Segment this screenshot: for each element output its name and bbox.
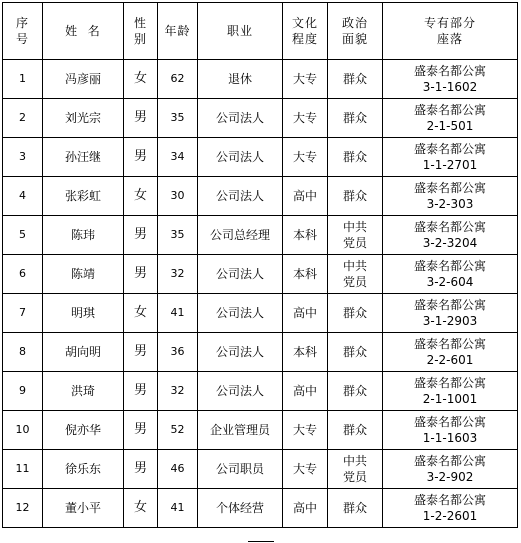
cell-political-status: 群众 xyxy=(328,411,383,450)
cell-job: 公司法人 xyxy=(198,177,283,216)
cell-political-status: 群众 xyxy=(328,372,383,411)
cell-job: 公司职员 xyxy=(198,450,283,489)
cell-no: 2 xyxy=(3,99,43,138)
cell-job: 公司法人 xyxy=(198,333,283,372)
table-row xyxy=(3,99,518,138)
cell-education: 大专 xyxy=(283,411,328,450)
cell-education: 大专 xyxy=(283,60,328,99)
table-row xyxy=(3,450,518,489)
cell-age: 35 xyxy=(158,216,198,255)
cell-political-status: 群众 xyxy=(328,138,383,177)
cell-education: 高中 xyxy=(283,372,328,411)
cell-gender: 女 xyxy=(124,60,158,99)
header-cell-no: 序 号 xyxy=(3,3,43,60)
header-row xyxy=(3,3,518,60)
cell-job: 退休 xyxy=(198,60,283,99)
cell-job: 个体经营 xyxy=(198,489,283,528)
cell-location: 盛泰名都公寓 1-1-1603 xyxy=(383,411,518,450)
cell-no: 9 xyxy=(3,372,43,411)
table-row xyxy=(3,333,518,372)
cell-age: 32 xyxy=(158,372,198,411)
cell-political-status: 群众 xyxy=(328,333,383,372)
cell-gender: 男 xyxy=(124,255,158,294)
cell-political-status: 中共 党员 xyxy=(328,255,383,294)
cell-name: 洪琦 xyxy=(43,372,124,411)
cell-age: 46 xyxy=(158,450,198,489)
cell-political-status: 中共 党员 xyxy=(328,216,383,255)
cell-gender: 男 xyxy=(124,411,158,450)
cell-education: 本科 xyxy=(283,255,328,294)
table-row xyxy=(3,60,518,99)
cell-education: 大专 xyxy=(283,138,328,177)
table-row xyxy=(3,255,518,294)
cell-job: 公司法人 xyxy=(198,255,283,294)
cell-no: 6 xyxy=(3,255,43,294)
table-row xyxy=(3,411,518,450)
table-row xyxy=(3,216,518,255)
cell-location: 盛泰名都公寓 2-1-501 xyxy=(383,99,518,138)
cell-no: 5 xyxy=(3,216,43,255)
cell-location: 盛泰名都公寓 2-2-601 xyxy=(383,333,518,372)
cell-age: 30 xyxy=(158,177,198,216)
cell-name: 倪亦华 xyxy=(43,411,124,450)
cell-age: 41 xyxy=(158,294,198,333)
cell-job: 公司法人 xyxy=(198,372,283,411)
cell-gender: 男 xyxy=(124,99,158,138)
table-row xyxy=(3,177,518,216)
bottom-line-fragment xyxy=(248,541,274,542)
cell-education: 大专 xyxy=(283,99,328,138)
cell-gender: 男 xyxy=(124,372,158,411)
cell-location: 盛泰名都公寓 1-2-2601 xyxy=(383,489,518,528)
cell-location: 盛泰名都公寓 3-2-902 xyxy=(383,450,518,489)
cell-education: 高中 xyxy=(283,177,328,216)
cell-name: 刘光宗 xyxy=(43,99,124,138)
table-row xyxy=(3,489,518,528)
cell-job: 公司法人 xyxy=(198,99,283,138)
cell-location: 盛泰名都公寓 1-1-2701 xyxy=(383,138,518,177)
header-cell-education: 文化 程度 xyxy=(283,3,328,60)
cell-education: 高中 xyxy=(283,294,328,333)
cell-location: 盛泰名都公寓 3-2-3204 xyxy=(383,216,518,255)
cell-education: 本科 xyxy=(283,216,328,255)
cell-location: 盛泰名都公寓 3-2-604 xyxy=(383,255,518,294)
header-cell-job: 职业 xyxy=(198,3,283,60)
cell-no: 10 xyxy=(3,411,43,450)
cell-name: 徐乐东 xyxy=(43,450,124,489)
cell-job: 公司法人 xyxy=(198,294,283,333)
header-cell-gender: 性 别 xyxy=(124,3,158,60)
cell-name: 陈靖 xyxy=(43,255,124,294)
cell-gender: 男 xyxy=(124,216,158,255)
cell-no: 11 xyxy=(3,450,43,489)
cell-no: 7 xyxy=(3,294,43,333)
cell-job: 企业管理员 xyxy=(198,411,283,450)
cell-name: 明琪 xyxy=(43,294,124,333)
cell-no: 3 xyxy=(3,138,43,177)
cell-gender: 男 xyxy=(124,333,158,372)
cell-age: 62 xyxy=(158,60,198,99)
header-cell-name: 姓 名 xyxy=(43,3,124,60)
cell-political-status: 群众 xyxy=(328,294,383,333)
cell-gender: 男 xyxy=(124,138,158,177)
cell-gender: 女 xyxy=(124,294,158,333)
cell-gender: 女 xyxy=(124,489,158,528)
cell-age: 36 xyxy=(158,333,198,372)
cell-name: 董小平 xyxy=(43,489,124,528)
cell-gender: 女 xyxy=(124,177,158,216)
table-row xyxy=(3,372,518,411)
cell-name: 陈玮 xyxy=(43,216,124,255)
cell-no: 12 xyxy=(3,489,43,528)
cell-gender: 男 xyxy=(124,450,158,489)
cell-name: 孙汪继 xyxy=(43,138,124,177)
cell-location: 盛泰名都公寓 3-1-2903 xyxy=(383,294,518,333)
cell-age: 52 xyxy=(158,411,198,450)
cell-education: 大专 xyxy=(283,450,328,489)
table-row xyxy=(3,294,518,333)
cell-job: 公司法人 xyxy=(198,138,283,177)
cell-education: 本科 xyxy=(283,333,328,372)
cell-location: 盛泰名都公寓 3-1-1602 xyxy=(383,60,518,99)
cell-political-status: 群众 xyxy=(328,60,383,99)
cell-age: 34 xyxy=(158,138,198,177)
header-cell-location: 专有部分 座落 xyxy=(383,3,518,60)
owners-table xyxy=(2,2,518,528)
cell-political-status: 中共 党员 xyxy=(328,450,383,489)
cell-political-status: 群众 xyxy=(328,489,383,528)
cell-name: 胡向明 xyxy=(43,333,124,372)
cell-location: 盛泰名都公寓 2-1-1001 xyxy=(383,372,518,411)
cell-location: 盛泰名都公寓 3-2-303 xyxy=(383,177,518,216)
header-cell-political-status: 政治 面貌 xyxy=(328,3,383,60)
table-row xyxy=(3,138,518,177)
cell-job: 公司总经理 xyxy=(198,216,283,255)
cell-age: 32 xyxy=(158,255,198,294)
cell-no: 8 xyxy=(3,333,43,372)
cell-political-status: 群众 xyxy=(328,177,383,216)
cell-political-status: 群众 xyxy=(328,99,383,138)
cell-name: 张彩虹 xyxy=(43,177,124,216)
cell-no: 1 xyxy=(3,60,43,99)
cell-age: 41 xyxy=(158,489,198,528)
cell-no: 4 xyxy=(3,177,43,216)
cell-education: 高中 xyxy=(283,489,328,528)
cell-name: 冯彦丽 xyxy=(43,60,124,99)
header-cell-age: 年龄 xyxy=(158,3,198,60)
cell-age: 35 xyxy=(158,99,198,138)
